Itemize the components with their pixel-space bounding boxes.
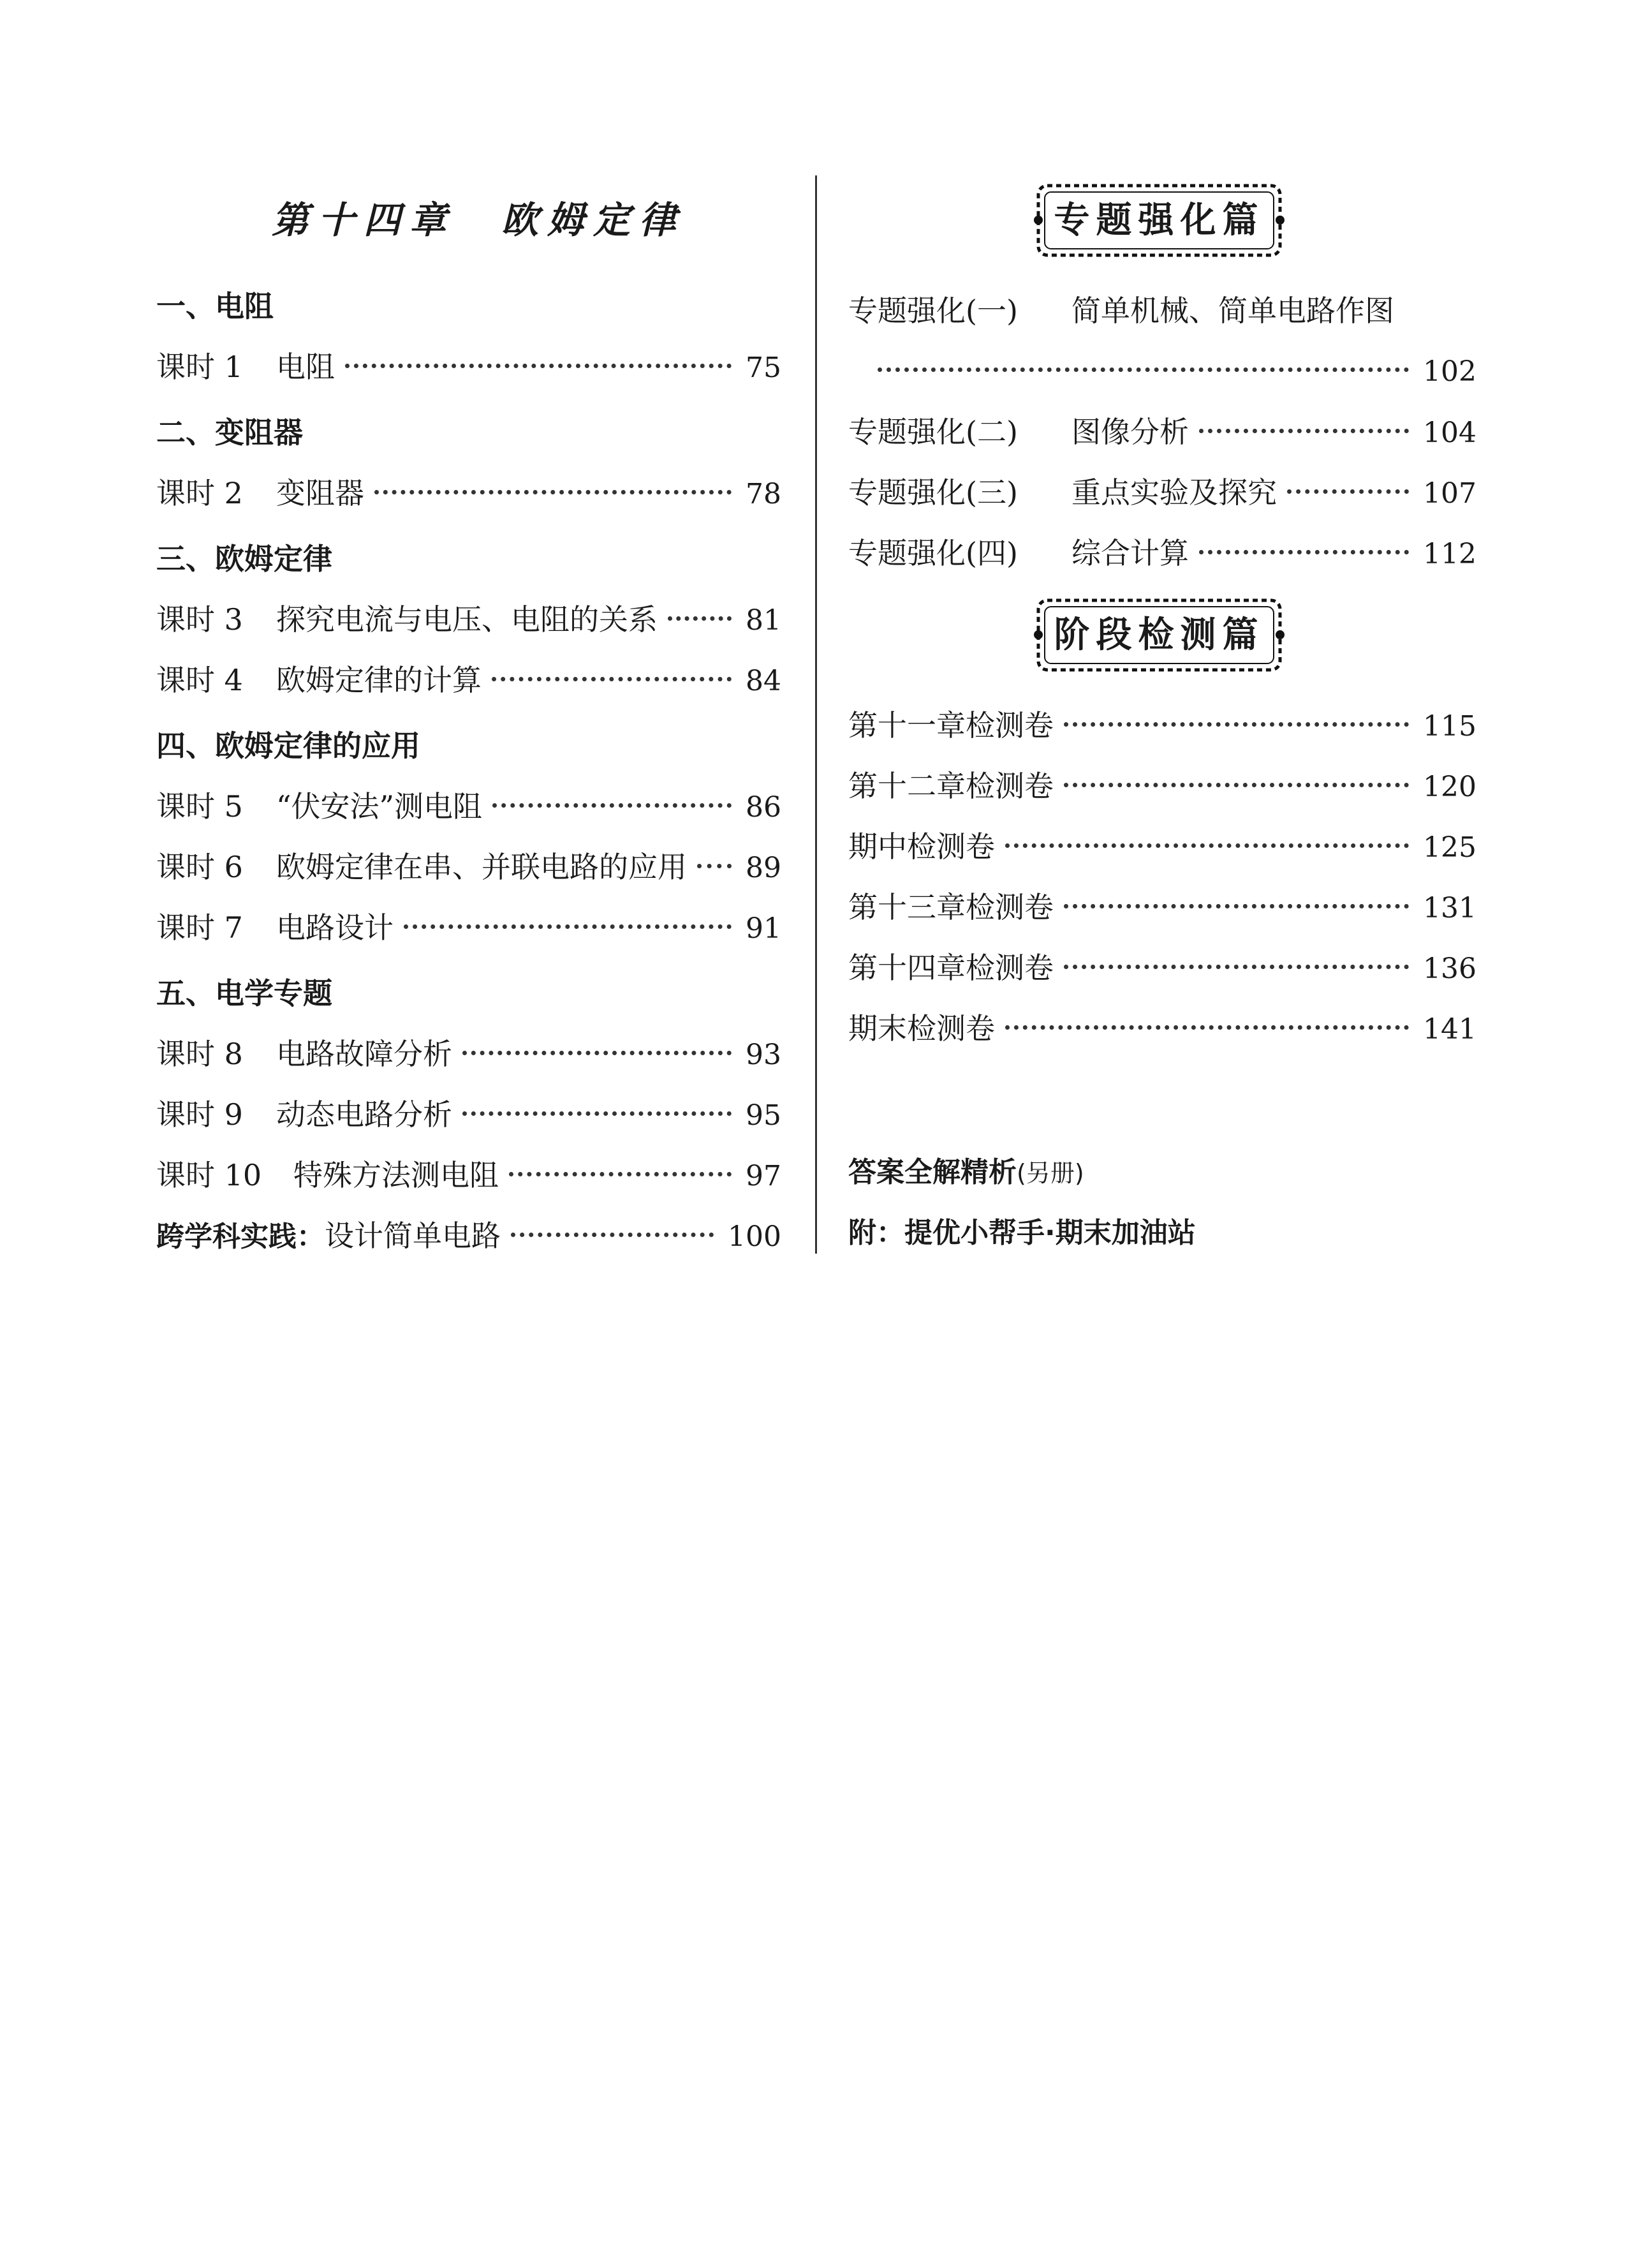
- lesson-title: “伏安法”测电阻: [276, 789, 483, 824]
- toc-entry[interactable]: [848, 938, 1476, 998]
- lesson-title: 电路设计: [276, 910, 394, 945]
- test-title: 第十二章检测卷: [848, 769, 1054, 803]
- page-number: 93: [746, 1039, 781, 1071]
- dot-leader: [492, 677, 732, 681]
- page-number: 95: [746, 1099, 781, 1132]
- dot-leader: [345, 364, 732, 368]
- answers-note: (另册): [1017, 1159, 1084, 1187]
- lesson-number: 课时 7: [156, 910, 243, 945]
- lesson-number: 课时 8: [156, 1037, 243, 1071]
- page-number: 112: [1423, 538, 1476, 570]
- page-number: 115: [1423, 710, 1476, 743]
- test-title: 第十三章检测卷: [848, 890, 1054, 924]
- topic-title: 简单机械、简单电路作图: [1071, 293, 1394, 328]
- page-number: 136: [1423, 952, 1476, 985]
- dot-leader: [1199, 550, 1409, 554]
- topic-title: 图像分析: [1071, 415, 1189, 449]
- test-title: 第十一章检测卷: [848, 708, 1054, 743]
- toc-right-column: [848, 169, 1476, 1263]
- dot-leader: [462, 1051, 732, 1055]
- tests-banner: [848, 584, 1476, 695]
- dot-leader: [1199, 429, 1409, 433]
- page-number: 131: [1423, 892, 1476, 924]
- toc-entry[interactable]: [156, 776, 781, 837]
- dot-leader: [1005, 843, 1409, 848]
- page-number: 75: [746, 352, 781, 384]
- banner-frame: [1033, 595, 1285, 675]
- page-number: 125: [1423, 831, 1476, 864]
- toc-entry[interactable]: [156, 1145, 781, 1206]
- lesson-number: 课时 5: [156, 789, 243, 824]
- toc-entry[interactable]: [848, 523, 1476, 584]
- page-number: 78: [746, 478, 781, 510]
- lesson-number: 课时 2: [156, 476, 243, 510]
- toc-entry[interactable]: [156, 1024, 781, 1085]
- dot-leader: [462, 1111, 732, 1116]
- dot-leader: [878, 367, 1409, 372]
- banner-frame: [1033, 181, 1285, 260]
- lesson-number: 课时 6: [156, 850, 243, 884]
- topic-label: 专题强化(三): [848, 475, 1018, 510]
- toc-entry[interactable]: [156, 837, 781, 898]
- column-divider: [815, 175, 817, 1254]
- toc-left-column: [156, 169, 781, 1266]
- topic-title: 综合计算: [1071, 536, 1189, 570]
- dot-leader: [404, 924, 732, 929]
- page-number: 86: [746, 791, 781, 824]
- toc-entry[interactable]: [848, 756, 1476, 817]
- practice-label: 跨学科实践：: [156, 1220, 325, 1253]
- toc-entry[interactable]: [156, 650, 781, 711]
- lesson-number: 课时 4: [156, 663, 243, 697]
- dot-leader: [1064, 904, 1409, 908]
- section-heading: 三、欧姆定律: [156, 542, 332, 576]
- section-heading: 二、变阻器: [156, 415, 303, 450]
- lesson-title: 特殊方法测电阻: [293, 1158, 499, 1192]
- dot-leader: [1064, 965, 1409, 969]
- section-heading: 五、电学专题: [156, 976, 332, 1011]
- banner-title: 专题强化篇: [1054, 200, 1265, 241]
- dot-leader: [374, 490, 732, 494]
- dot-leader: [509, 1172, 732, 1176]
- answers-label: 答案全解精析: [848, 1156, 1017, 1189]
- lesson-title: 欧姆定律在串、并联电路的应用: [276, 850, 687, 884]
- test-title: 期中检测卷: [848, 829, 995, 864]
- appendix-entry[interactable]: 附：提优小帮手·期末加油站: [848, 1217, 1196, 1249]
- toc-entry[interactable]: [848, 695, 1476, 756]
- page-number: 89: [746, 852, 781, 884]
- page-number: 100: [728, 1220, 781, 1253]
- topic-label: 专题强化(四): [848, 536, 1018, 570]
- lesson-number: 课时 10: [156, 1158, 262, 1192]
- lesson-number: 课时 3: [156, 602, 243, 637]
- dot-leader: [1287, 489, 1409, 494]
- lesson-title: 电路故障分析: [276, 1037, 452, 1071]
- topic-label: 专题强化(一): [848, 293, 1018, 328]
- page-number: 97: [746, 1160, 781, 1192]
- lesson-title: 电阻: [276, 350, 335, 384]
- toc-entry[interactable]: [156, 898, 781, 958]
- topic-title: 重点实验及探究: [1071, 475, 1277, 510]
- toc-entry[interactable]: [848, 463, 1476, 523]
- lesson-number: 课时 9: [156, 1097, 243, 1132]
- topic-label: 专题强化(二): [848, 415, 1018, 449]
- toc-entry[interactable]: [156, 589, 781, 650]
- toc-entry[interactable]: [156, 1085, 781, 1145]
- dot-leader: [697, 864, 732, 868]
- page-number: 120: [1423, 771, 1476, 803]
- page-number: 84: [746, 665, 781, 697]
- test-title: 第十四章检测卷: [848, 951, 1054, 985]
- topics-banner: [848, 169, 1476, 281]
- banner-title: 阶段检测篇: [1054, 614, 1265, 656]
- toc-entry[interactable]: [848, 402, 1476, 463]
- lesson-number: 课时 1: [156, 350, 243, 384]
- page-number: 141: [1423, 1013, 1476, 1046]
- dot-leader: [1064, 722, 1409, 727]
- toc-entry[interactable]: [848, 817, 1476, 877]
- toc-entry-continuation[interactable]: [848, 341, 1476, 402]
- page-number: 91: [746, 912, 781, 945]
- test-title: 期末检测卷: [848, 1011, 995, 1046]
- page-number: 107: [1423, 477, 1476, 510]
- dot-leader: [668, 616, 732, 621]
- dot-leader: [1064, 783, 1409, 787]
- chapter-title: 第十四章 欧姆定律: [271, 198, 685, 242]
- page-number: 81: [746, 604, 781, 637]
- page-number: 102: [1423, 355, 1476, 388]
- dot-leader: [492, 803, 732, 808]
- answers-entry[interactable]: [848, 1142, 1476, 1203]
- page-number: 104: [1423, 417, 1476, 449]
- lesson-title: 动态电路分析: [276, 1097, 452, 1132]
- toc-entry[interactable]: [848, 877, 1476, 938]
- dot-leader: [511, 1233, 714, 1237]
- lesson-title: 欧姆定律的计算: [276, 663, 482, 697]
- lesson-title: 探究电流与电压、电阻的关系: [276, 602, 658, 637]
- toc-entry[interactable]: [156, 463, 781, 524]
- toc-entry[interactable]: [848, 998, 1476, 1059]
- toc-entry[interactable]: [156, 337, 781, 397]
- toc-entry[interactable]: [848, 281, 1476, 341]
- toc-entry-practice[interactable]: [156, 1206, 781, 1266]
- practice-title: 设计简单电路: [325, 1219, 501, 1253]
- section-heading: 四、欧姆定律的应用: [156, 729, 420, 763]
- dot-leader: [1005, 1025, 1409, 1030]
- spacer: [848, 1059, 1476, 1142]
- lesson-title: 变阻器: [276, 476, 364, 510]
- section-heading: 一、电阻: [156, 289, 274, 323]
